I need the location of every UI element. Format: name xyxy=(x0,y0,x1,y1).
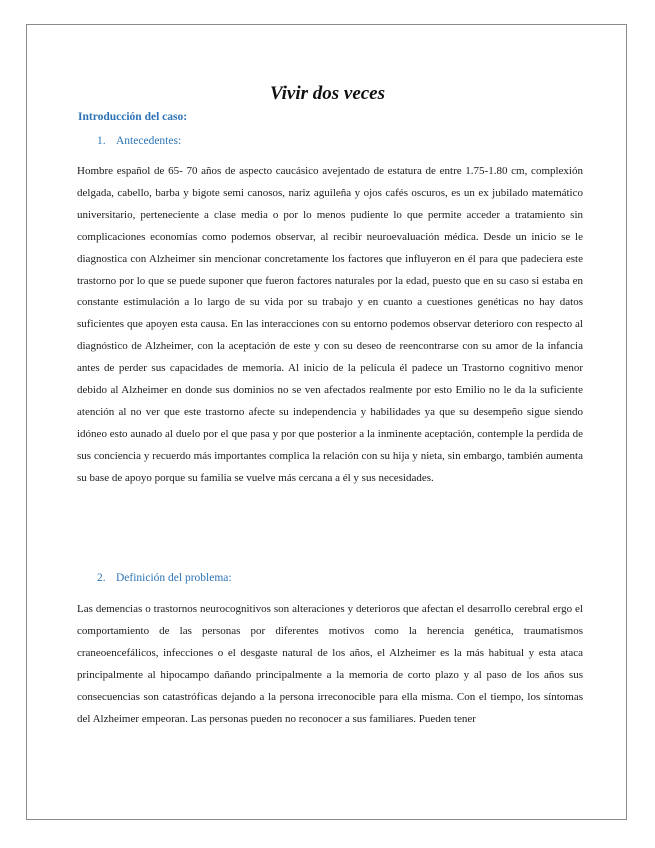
section-heading-definicion xyxy=(97,570,232,586)
section-heading-antecedentes xyxy=(97,133,181,149)
section-number: 1. xyxy=(97,135,106,147)
paragraph-definicion: Las demencias o trastornos neurocognitivos son alteraciones y deterioros que afectan el desarrollo cerebral ergo el comportamiento de las personas por diferentes motivos como la herencia genética, traumatismos craneoencefálicos, infecciones o el desgaste natural de los años, el Alzheimer es la más habitual y esta ataca principalmente al hipocampo dañando principalmente a la memoria de corto plazo y al paso de los años sus consecuencias son catastróficas dejando a la persona irreconocible para ella misma. Con el tiempo, los síntomas del Alzheimer empeoran. Las personas pueden no reconocer a sus familiares. Pueden tener xyxy=(77,603,583,725)
document-title: Vivir dos veces xyxy=(269,83,386,104)
intro-heading: Introducción del caso: xyxy=(78,111,188,123)
section-label: Antecedentes: xyxy=(116,135,182,147)
section-label: Definición del problema: xyxy=(116,572,232,584)
section-number: 2. xyxy=(97,572,106,584)
paragraph-antecedentes: Hombre español de 65- 70 años de aspecto caucásico avejentado de estatura de entre 1.75-1.80 cm, complexión delgada, cabello, barba y bigote semi canosos, nariz aguileña y ojos cafés oscuros, es un ex jubilado matemático universitario, perteneciente a clase media o por lo menos pudiente lo que permite acceder a tratamiento sin complicaciones economías como podemos observar, al recibir neuroevaluación médica. Desde un inicio se le diagnostica con Alzheimer sin mencionar concretamente los factores que influyeron en él para que padeciera este trastorno por lo que se puede suponer que fueron factores naturales por la edad, puesto que en su caso si estaba en constante estimulación a lo largo de su vida por su trabajo y en cuanto a cuestiones genéticas no hay datos suficientes que apoyen esta causa. En las interacciones con su entorno podemos observar deterioro con respecto al diagnóstico de Alzheimer, con la aceptación de este y con su deseo de reencontrarse con su amor de la infancia antes de perder sus capacidades de memoria. Al inicio de la película él padece un Trastorno cognitivo menor debido al Alzheimer en donde sus dominios no se ven afectados realmente por esto Emilio no le da la suficiente atención al no ver que este trastorno afecte su independencia y habilidades ya que su desempeño sigue siendo idóneo esto aunado al duelo por el que pasa y por que posterior a la inminente aceptación, contemple la perdida de sus conciencia y recuerdo más importantes complica la relación con su hija y nieta, sin embargo, también aumenta su base de apoyo porque su familia se vuelve más cercana a él y sus necesidades. xyxy=(77,165,583,484)
document-page xyxy=(26,24,627,820)
